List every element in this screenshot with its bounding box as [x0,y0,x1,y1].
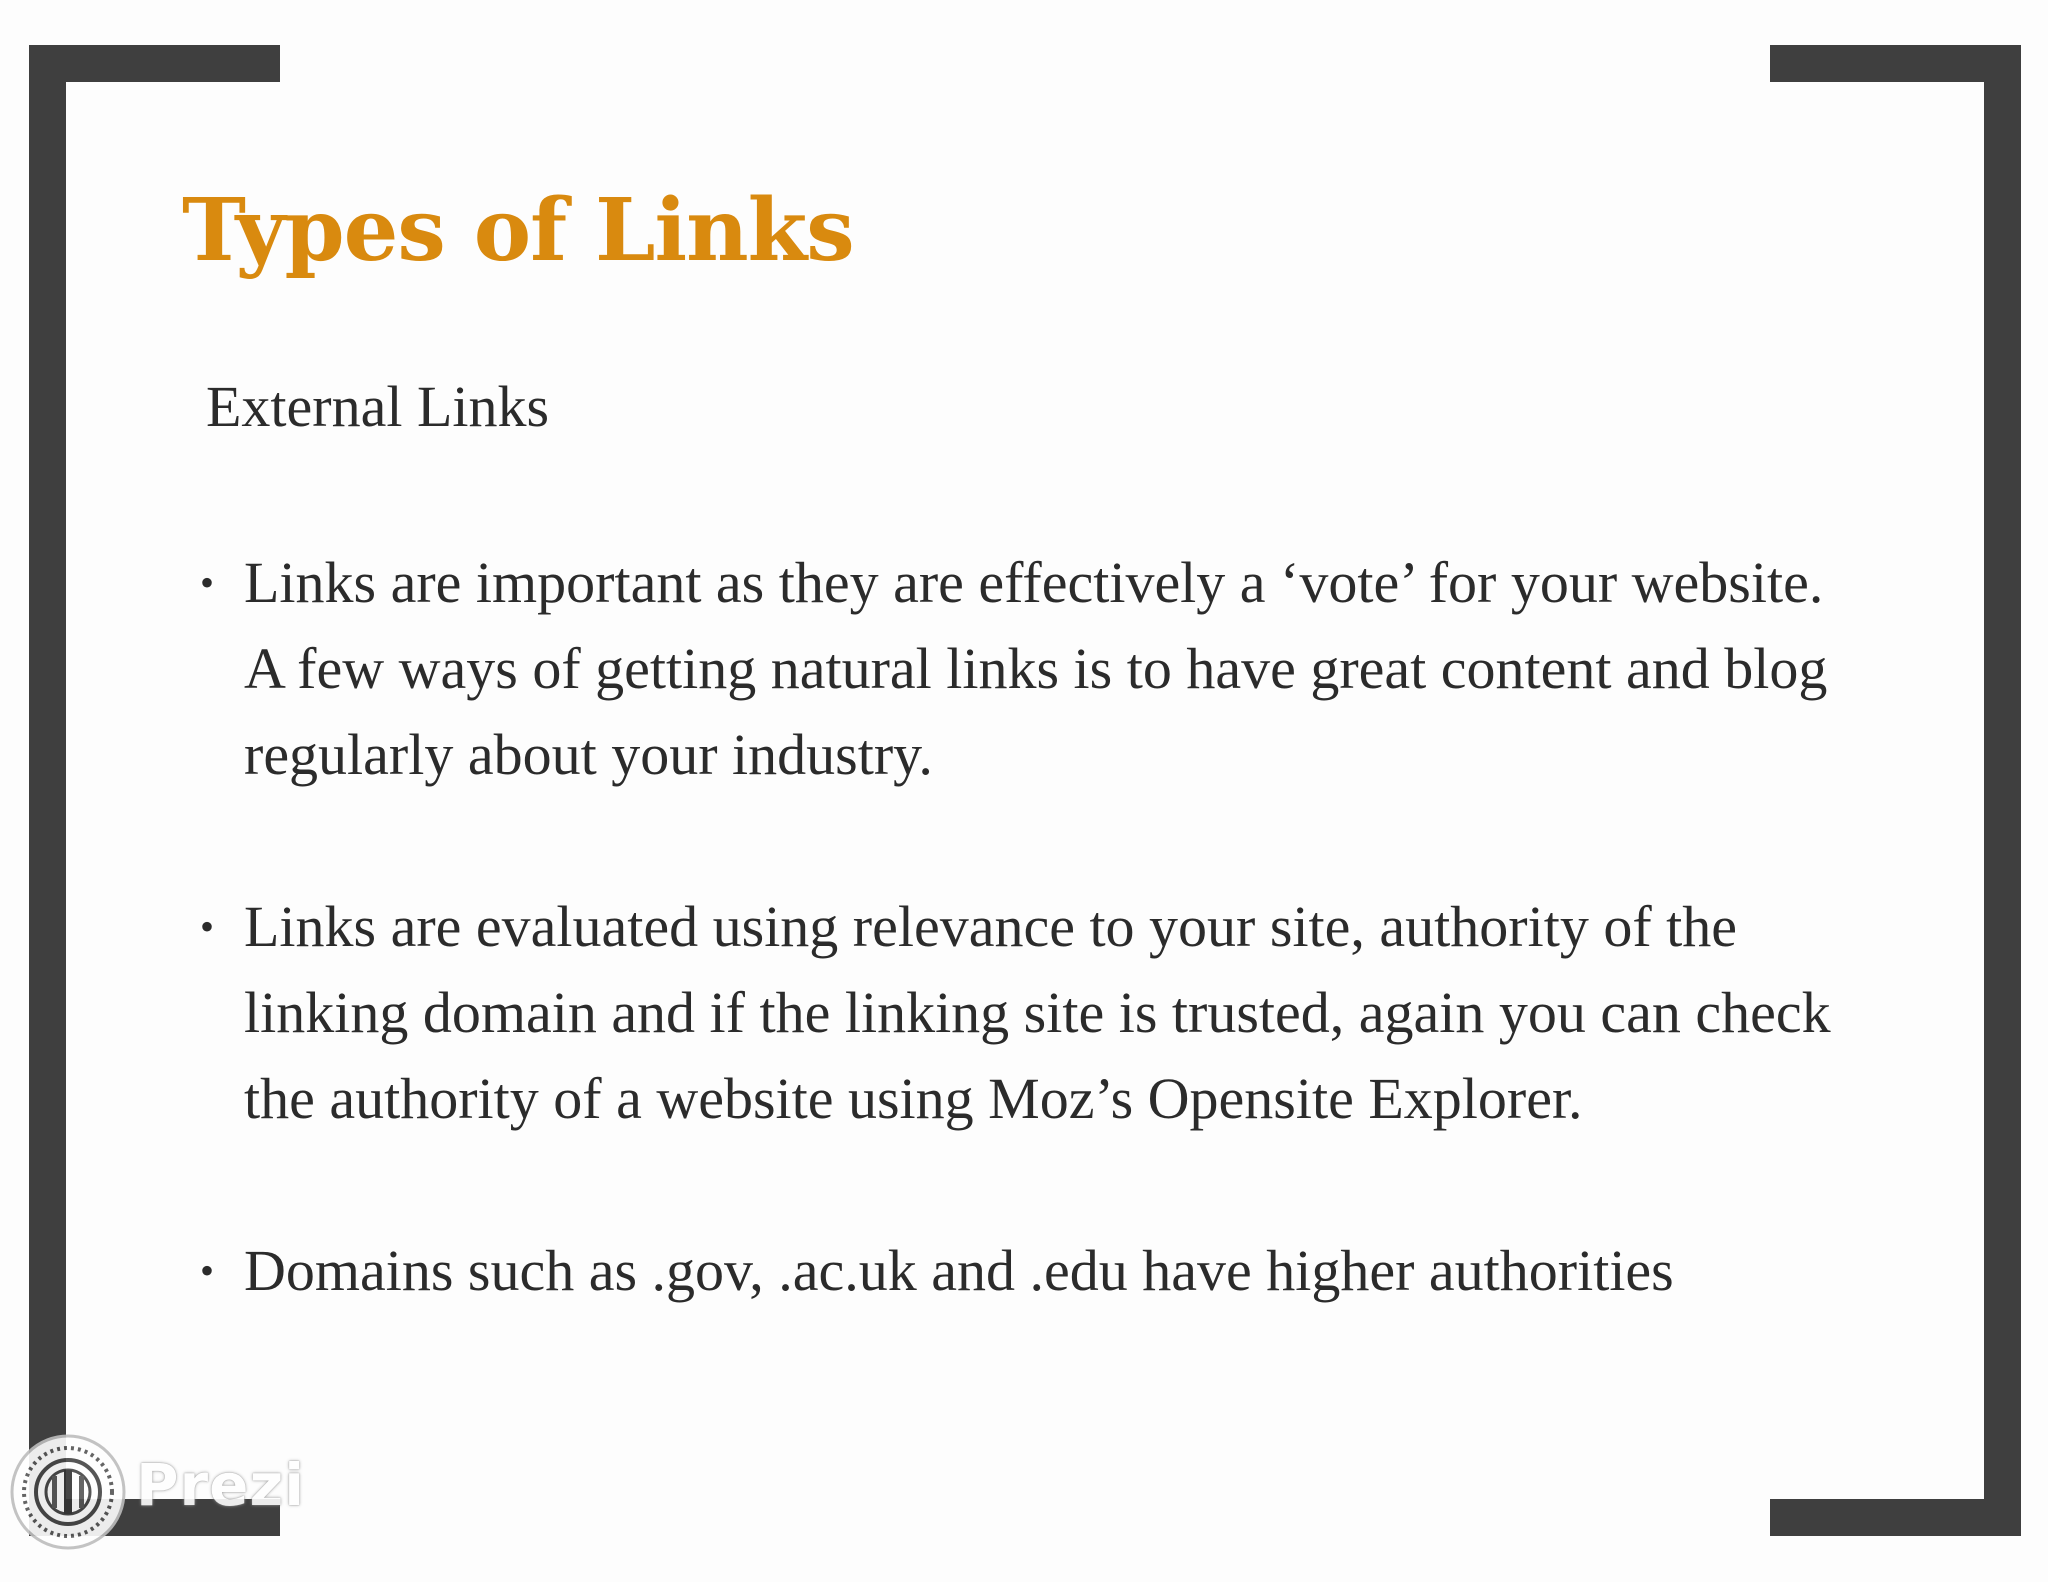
bullet-item [200,1228,1840,1314]
bullet-item [200,884,1840,1142]
prezi-watermark-text: Prezi [136,1451,306,1519]
bullet-item [200,540,1840,798]
bullet-marker: • [200,904,215,949]
slide-subtitle: External Links [206,374,550,439]
prezi-watermark [8,1432,306,1552]
prezi-logo-icon [8,1432,128,1552]
slide-title: Types of Links [182,180,854,281]
right-bracket-bottom [1770,1499,2021,1536]
bullet-marker: • [200,1248,215,1293]
bullet-marker: • [200,560,215,605]
bullet-text: Domains such as .gov, .ac.uk and .edu have higher authorities [244,1238,1674,1303]
left-bracket-side [29,45,66,1536]
bullet-text: Links are important as they are effectively a ‘vote’ for your website. A few ways of getting natural links is to have great content and blog regularly about your industry. [244,550,1828,787]
right-bracket-side [1984,45,2021,1536]
bullet-list [200,540,1840,1314]
left-bracket-top [29,45,280,82]
bullet-text: Links are evaluated using relevance to your site, authority of the linking domain and if the linking site is trusted, again you can check the authority of a website using Moz’s Opensite Explorer. [244,894,1831,1131]
